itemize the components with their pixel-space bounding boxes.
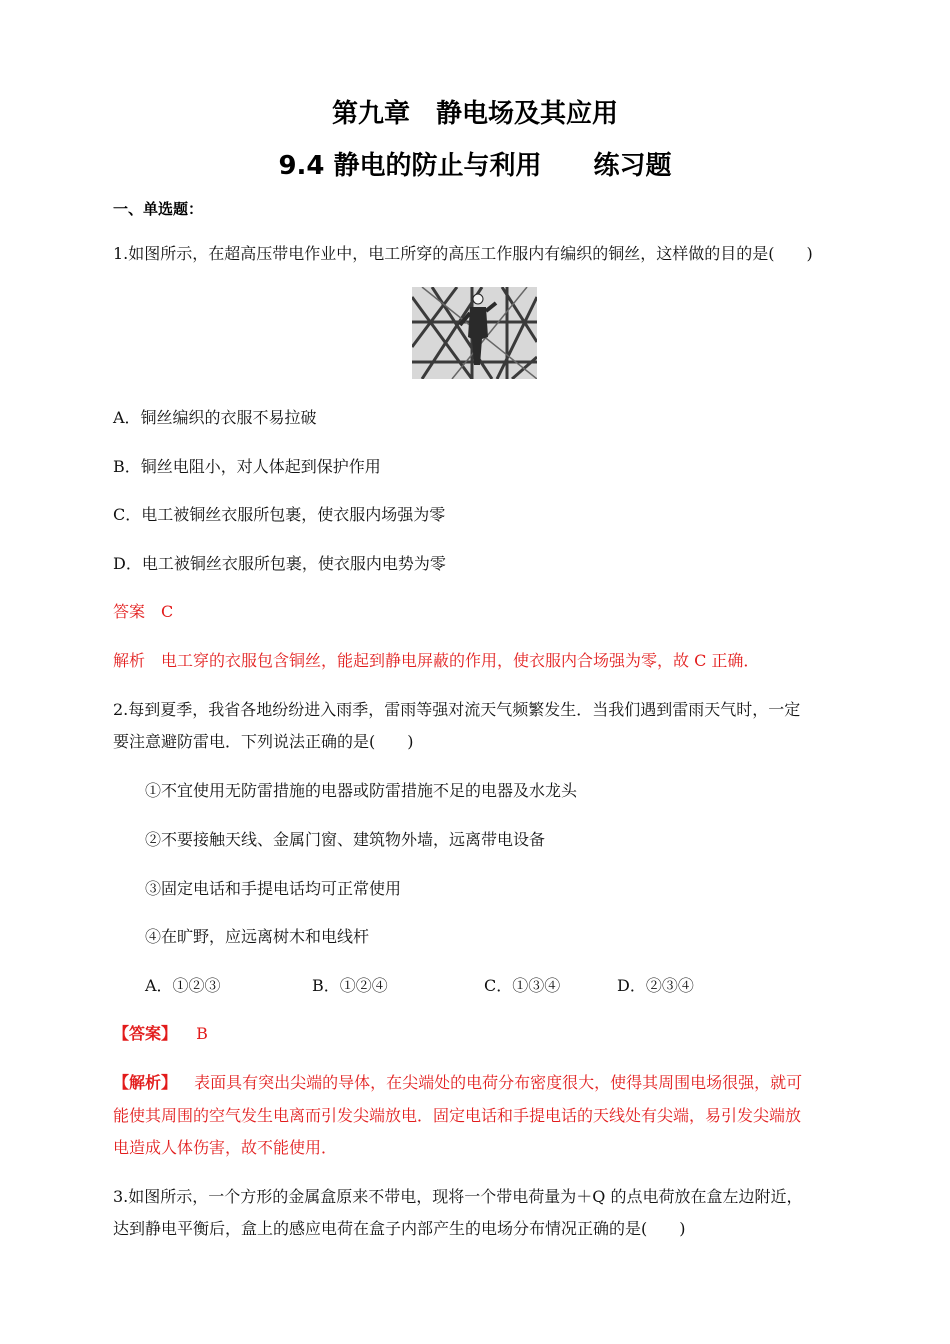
q2-answer (113, 1021, 208, 1044)
q3-stem-line1: 3.如图所示，一个方形的金属盒原来不带电，现将一个带电荷量为＋Q 的点电荷放在盒左边附近， (113, 1187, 803, 1206)
q1-analysis: 解析 电工穿的衣服包含铜丝，能起到静电屏蔽的作用，使衣服内合场强为零，故 C 正确． (113, 651, 760, 670)
lineman-tower-image (412, 287, 537, 379)
q2-stem-line1: 2.每到夏季，我省各地纷纷进入雨季，雷雨等强对流天气频繁发生．当我们遇到雷雨天气时，一定 (113, 700, 801, 719)
q2-answer-value: B (196, 1024, 208, 1043)
q2-option-b: B．①②④ (312, 976, 388, 995)
q2-option-d: D．②③④ (617, 976, 694, 995)
q1-option-c: C．电工被铜丝衣服所包裹，使衣服内场强为零 (113, 505, 446, 524)
q2-analysis-line2: 能使其周围的空气发生电离而引发尖端放电．固定电话和手提电话的天线处有尖端，易引发尖端放 (113, 1106, 802, 1125)
q2-statement-2: ②不要接触天线、金属门窗、建筑物外墙，远离带电设备 (145, 830, 546, 849)
q1-stem: 1.如图所示，在超高压带电作业中，电工所穿的高压工作服内有编织的铜丝，这样做的目的是( ) (113, 244, 813, 263)
q1-option-d: D．电工被铜丝衣服所包裹，使衣服内电势为零 (113, 554, 446, 573)
q2-stem-line2: 要注意避防雷电．下列说法正确的是( ) (113, 732, 414, 751)
q1-option-b: B．铜丝电阻小，对人体起到保护作用 (113, 457, 381, 476)
q2-analysis-line1 (113, 1070, 802, 1093)
q2-analysis-label: 【解析】 (113, 1073, 178, 1092)
chapter-title: 第九章 静电场及其应用 (331, 99, 618, 129)
q2-statement-1: ①不宜使用无防雷措施的电器或防雷措施不足的电器及水龙头 (145, 781, 578, 800)
lineman-photo (412, 287, 537, 379)
section-heading: 一、单选题： (113, 200, 204, 218)
q2-statement-3: ③固定电话和手提电话均可正常使用 (145, 879, 402, 898)
q2-option-c: C．①③④ (484, 976, 561, 995)
q2-analysis-line3: 电造成人体伤害，故不能使用． (113, 1138, 338, 1157)
lesson-title: 9.4 静电的防止与利用 练习题 (278, 151, 672, 181)
q2-analysis-text-1: 表面具有突出尖端的导体，在尖端处的电荷分布密度很大，使得其周围电场很强，就可 (194, 1073, 803, 1092)
q1-answer: 答案 C (113, 602, 174, 621)
q3-stem-line2: 达到静电平衡后，盒上的感应电荷在盒子内部产生的电场分布情况正确的是( ) (113, 1219, 686, 1238)
q2-statement-4: ④在旷野，应远离树木和电线杆 (145, 927, 370, 946)
q2-option-a: A．①②③ (145, 976, 221, 995)
q2-answer-label: 【答案】 (113, 1024, 178, 1043)
q1-option-a: A．铜丝编织的衣服不易拉破 (113, 408, 317, 427)
